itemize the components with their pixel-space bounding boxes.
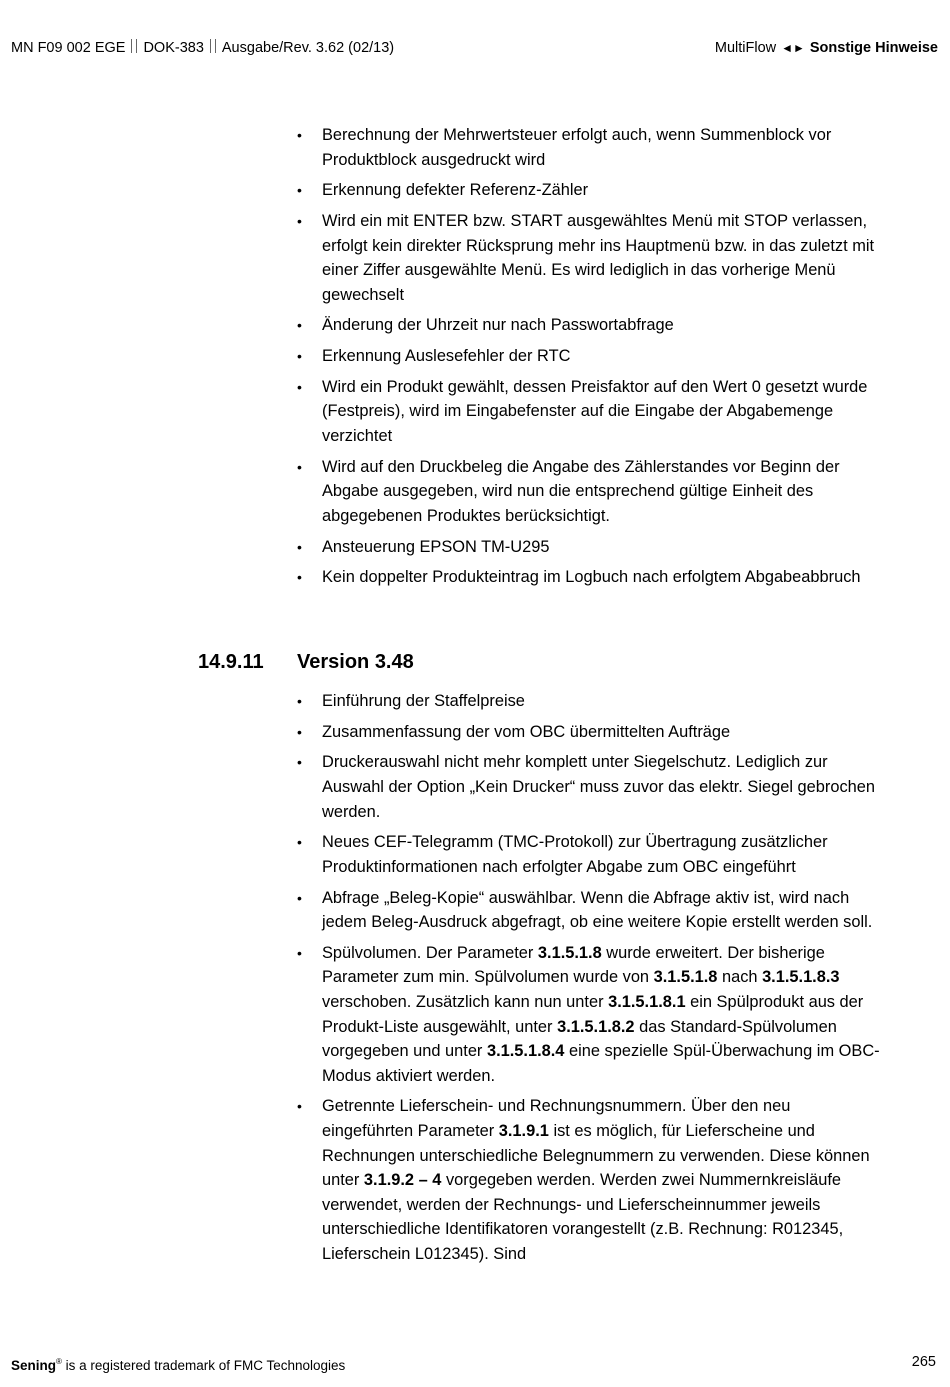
text-segment: Zusammenfassung der vom OBC übermittelten Aufträge [322, 722, 731, 741]
section-number: 14.9.11 [198, 651, 264, 673]
trademark-note [11, 1352, 345, 1376]
parameter-ref: 3.1.9.2 – 4 [363, 1171, 442, 1190]
list-item: • Wird ein Produkt gewählt, dessen Preisfaktor auf den Wert 0 gesetzt wurde (Festpreis), wird im Eingabefenster auf die Eingabe der Abgabemenge verzichtet [297, 375, 882, 449]
text-segment: ist es möglich, für Lieferscheine und Rechnungen unterschiedliche Belegnummern zu verwenden. Diese können unter [322, 1122, 870, 1190]
list-item: • Erkennung defekter Referenz-Zähler [297, 178, 882, 203]
section-title: Version 3.48 [297, 651, 414, 673]
text-segment: Neues CEF-Telegramm (TMC-Protokoll) zur Übertragung zusätzlicher Produktinformationen nach erfolgter Abgabe zum OBC eingeführt [322, 833, 828, 876]
bullet-list-2-container [297, 689, 882, 1273]
list-item: • Berechnung der Mehrwertsteuer erfolgt auch, wenn Summenblock vor Produktblock ausgedruckt wird [297, 123, 882, 172]
text-segment: das Standard-Spülvolumen vorgegeben und unter [322, 1017, 837, 1061]
text-segment: ein Spülprodukt aus der Produkt-Liste ausgewählt, unter [322, 993, 864, 1036]
parameter-ref: 3.1.9.1 [498, 1122, 549, 1141]
list-item: • Wird auf den Druckbeleg die Angabe des Zählerstandes vor Beginn der Abgabe ausgegeben, wird nun die entsprechend gültige Einheit des abgegebenen Produktes berücksichtigt. [297, 455, 882, 529]
doc-id: MN F09 002 EGE [11, 40, 126, 56]
text-segment: Spülvolumen. Der Parameter [322, 943, 538, 962]
header-right [715, 38, 938, 58]
arrows-icon: ◄► [781, 41, 805, 55]
list-item [297, 720, 882, 745]
product-name: MultiFlow [714, 40, 777, 56]
text-segment: Abfrage „Beleg-Kopie“ auswählbar. Wenn die Abfrage aktiv ist, wird nach jedem Beleg-Ausdruck abgefragt, ob eine weitere Kopie erstellt werden soll. [322, 888, 873, 932]
parameter-ref: 3.1.5.1.8.4 [486, 1042, 565, 1061]
list-item: • Kein doppelter Produkteintrag im Logbuch nach erfolgtem Abgabeabbruch [297, 565, 882, 590]
parameter-ref: 3.1.5.1.8.1 [608, 993, 686, 1011]
revision: Ausgabe/Rev. 3.62 (02/13) [221, 40, 395, 56]
parameter-ref: 3.1.5.1.8.3 [762, 968, 840, 987]
doc-ref: DOK-383 [143, 40, 204, 56]
header-left [11, 38, 394, 58]
text-segment: vorgegeben werden. Werden zwei Nummernkreisläufe verwendet, werden der Rechnungs- und Lieferscheinnummer jeweils unterschiedliche Identifikatoren vorangestellt (z.B. Rechnung: R012345, Lieferschein L012345). Sind [322, 1171, 844, 1264]
text-segment: Einführung der Staffelpreise [322, 692, 525, 710]
bullet-list-2 [297, 689, 882, 1267]
list-item: • Ansteuerung EPSON TM-U295 [297, 535, 882, 560]
list-item [297, 689, 882, 714]
text-segment: Druckerauswahl nicht mehr komplett unter Siegelschutz. Lediglich zur Auswahl der Option „Kein Drucker“ muss zuvor das elektr. Siegel gebrochen werden. [322, 753, 875, 821]
list-item [297, 1094, 882, 1266]
bullet-list-1-container [297, 123, 882, 596]
registered-mark: ® [56, 1357, 62, 1366]
list-item [297, 750, 882, 824]
list-item: • Wird ein mit ENTER bzw. START ausgewähltes Menü mit STOP verlassen, erfolgt kein direkter Rücksprung mehr ins Hauptmenü bzw. in das zuletzt mit einer Ziffer ausgewählte Menü. Es wird lediglich in das vorherige Menü gewechselt [297, 209, 882, 307]
list-item [297, 941, 882, 1089]
page-header [11, 38, 938, 58]
page-footer [11, 1352, 936, 1372]
list-item [297, 830, 882, 879]
list-item: • Änderung der Uhrzeit nur nach Passwortabfrage [297, 313, 882, 338]
text-segment: Getrennte Lieferschein- und Rechnungsnummern. Über den neu eingeführten Parameter [322, 1097, 791, 1141]
text-segment: verschoben. Zusätzlich kann nun unter [322, 993, 609, 1011]
brand-name: Sening [11, 1358, 57, 1373]
section-name: Sonstige Hinweise [809, 40, 938, 56]
text-segment: eine spezielle Spül-Überwachung im OBC-Modus aktiviert werden. [322, 1042, 880, 1085]
separator [131, 39, 137, 53]
parameter-ref: 3.1.5.1.8 [653, 968, 718, 987]
list-item [297, 886, 882, 935]
text-segment: wurde erweitert. Der bisherige Parameter zum min. Spülvolumen wurde von [322, 943, 825, 987]
separator [210, 39, 216, 53]
page-number: 265 [911, 1354, 936, 1370]
parameter-ref: 3.1.5.1.8 [537, 943, 602, 962]
text-segment: nach [717, 968, 763, 987]
trademark-text: is a registered trademark of FMC Technologies [61, 1358, 346, 1373]
section-heading [198, 648, 414, 676]
list-item: • Erkennung Auslesefehler der RTC [297, 344, 882, 369]
parameter-ref: 3.1.5.1.8.2 [557, 1017, 635, 1036]
bullet-list-1 [297, 123, 882, 590]
